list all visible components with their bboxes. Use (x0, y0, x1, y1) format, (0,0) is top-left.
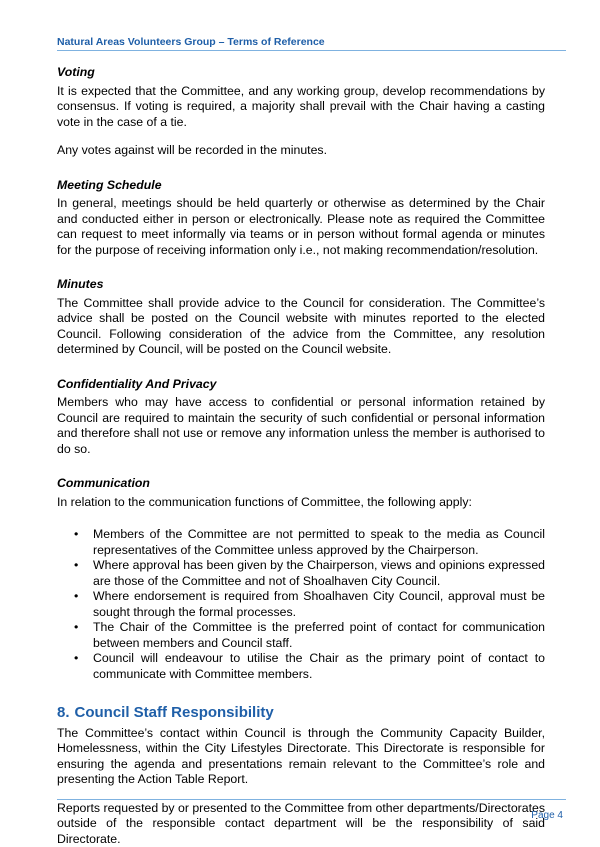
confidentiality-heading: Confidentiality And Privacy (57, 376, 217, 391)
bullet-icon: • (74, 527, 79, 541)
bullet-icon: • (74, 589, 79, 603)
council-staff-responsibility-heading (57, 705, 545, 721)
bullet-icon: • (74, 620, 79, 634)
list-item: • Members of the Committee are not permitted to speak to the media as Council representatives of the Committee unless approved by the Chairperson. (74, 527, 545, 557)
list-item: • The Chair of the Committee is the preferred point of contact for communication between members and Council staff. (74, 620, 545, 650)
staff-responsibility-paragraph-1: The Committee’s contact within Council is through the Community Capacity Builder, Homelessness, within the City Lifestyles Directorate. This Directorate is responsible for ensuring the agenda and presentations remain relevant to the Committee’s role and presenting the Action Table Report. (57, 725, 545, 786)
voting-paragraph-1: It is expected that the Committee, and any working group, develop recommendations by consensus. If voting is required, a majority shall prevail with the Chair having a casting vote in the case of a tie. (57, 83, 545, 129)
communication-heading: Communication (57, 476, 150, 490)
meeting-schedule-paragraph: In general, meetings should be held quarterly or otherwise as determined by the Chair and conducted either in person or electronically. Please note as required the Committee can request to meet informally via teams or in person without formal agenda or minutes for the purpose of receiving information only i.e., not making recommendation/resolution. (57, 196, 545, 257)
staff-responsibility-paragraph-2: Reports requested by or presented to the Committee from other departments/Directorates outside of the responsible contact department will be the responsibility of said Directorate. (57, 800, 546, 846)
document-body (57, 65, 545, 847)
list-item: • Council will endeavour to utilise the Chair as the primary point of contact to communicate with Committee members. (74, 651, 545, 681)
voting-heading: Voting (57, 65, 95, 79)
minutes-paragraph: The Committee shall provide advice to the Council for consideration. The Committee’s advice shall be posted on the Council website with minutes reported to the elected Council. Following consideration of the advice from the Committee, any resolution determined by Council, will be posted on the Council website. (57, 295, 545, 356)
list-item: • Where endorsement is required from Shoalhaven City Council, approval must be sought through the formal processes. (74, 589, 545, 619)
header-divider (57, 50, 566, 51)
page-number: Page 4 (531, 810, 563, 821)
section-title: Council Staff Responsibility (74, 704, 274, 721)
communication-bullet-list (57, 527, 545, 682)
bullet-icon: • (74, 651, 79, 665)
section-number: 8. (57, 704, 70, 721)
bullet-icon: • (74, 558, 79, 572)
voting-paragraph-2: Any votes against will be recorded in the minutes. (57, 143, 327, 157)
document-header-title: Natural Areas Volunteers Group – Terms of Reference (57, 36, 325, 48)
confidentiality-paragraph: Members who may have access to confidential or personal information retained by Council are required to maintain the security of such confidential or personal information and therefore shall not use or remove any information unless the member is authorised to do so. (57, 395, 545, 456)
communication-intro: In relation to the communication functions of Committee, the following apply: (57, 494, 472, 509)
list-item: • Where approval has been given by the Chairperson, views and opinions expressed are those of the Committee and not of Shoalhaven City Council. (74, 558, 545, 588)
footer-divider (57, 799, 566, 800)
minutes-heading: Minutes (57, 277, 104, 291)
meeting-schedule-heading: Meeting Schedule (57, 177, 162, 192)
